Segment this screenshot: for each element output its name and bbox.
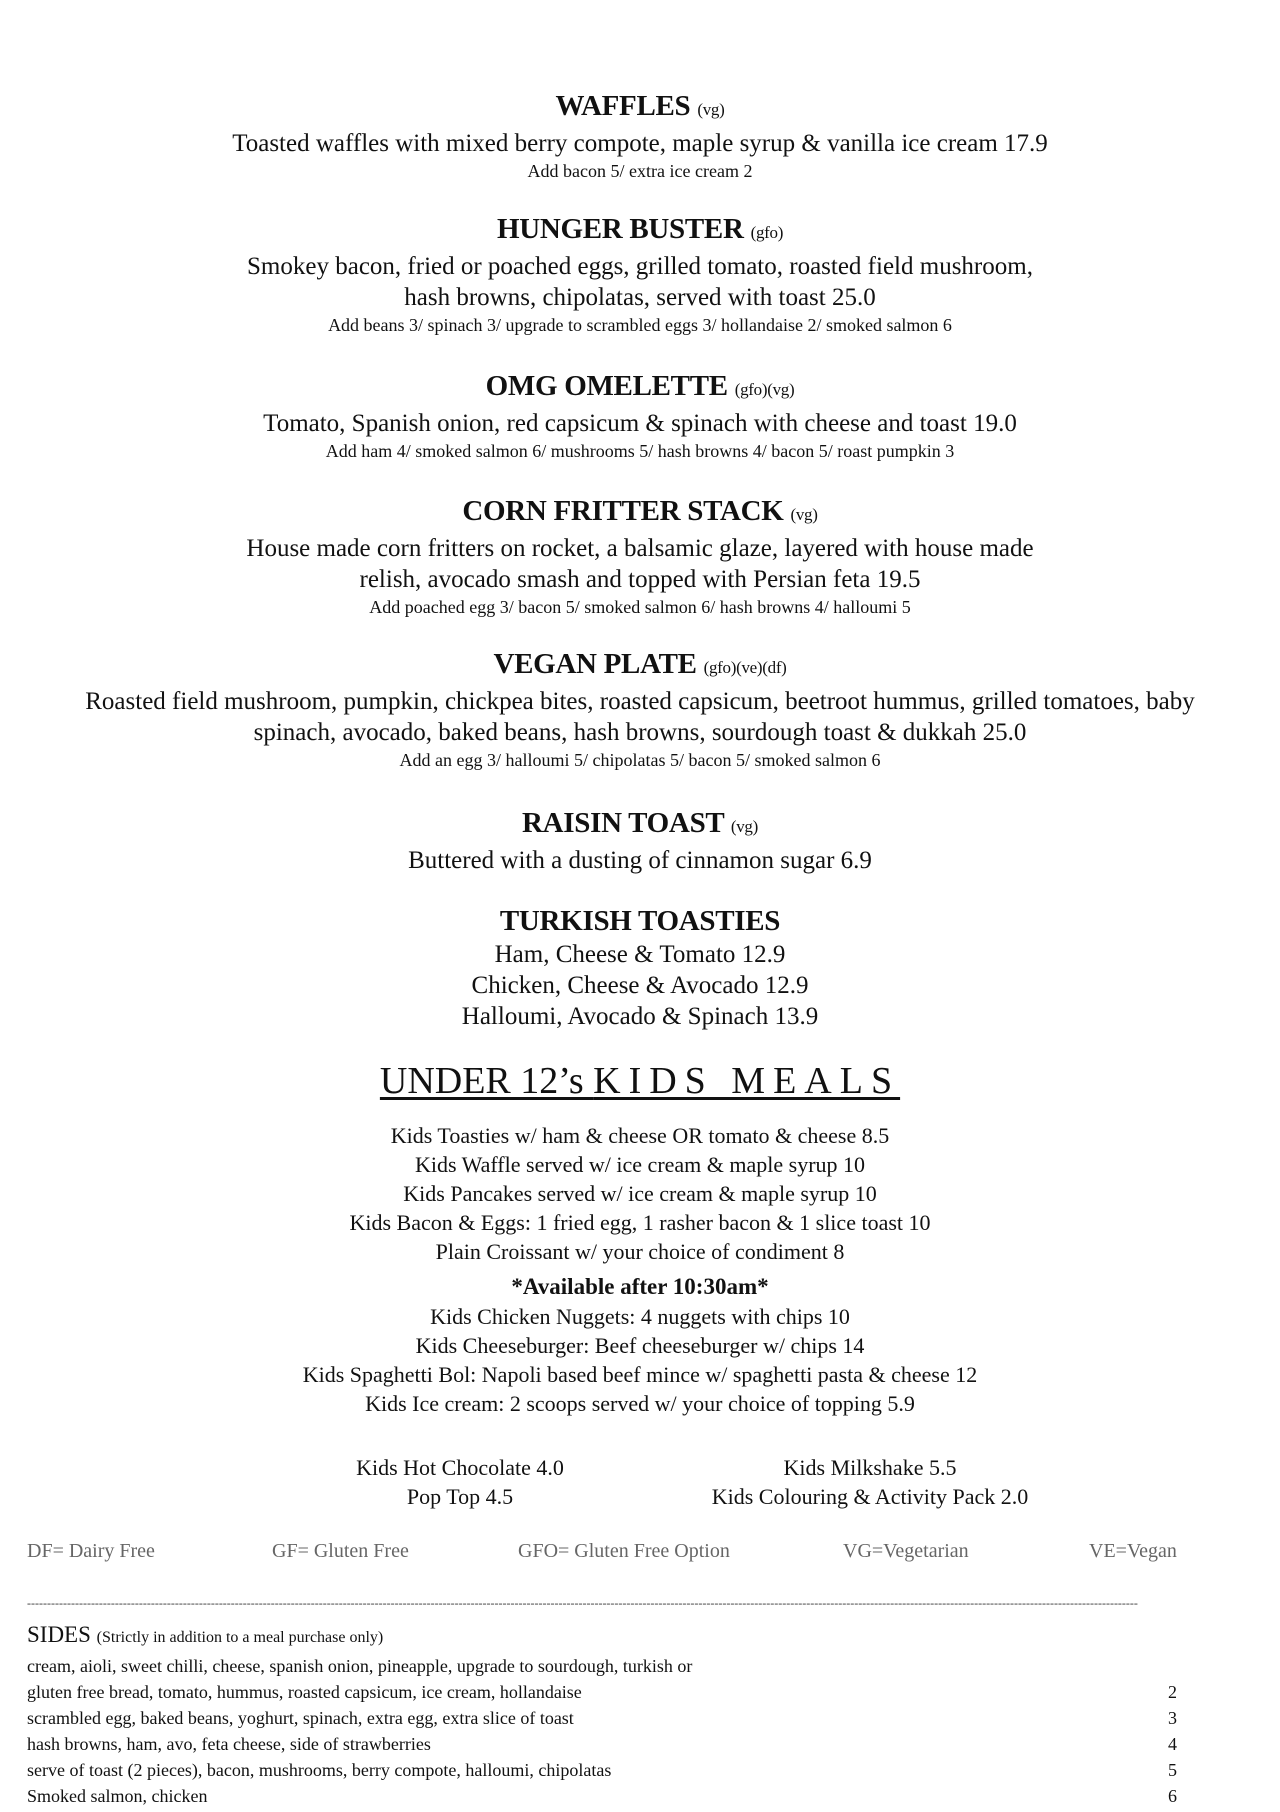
- kids-drink-item: Pop Top 4.5: [406, 1484, 514, 1509]
- item-description: House made corn fritters on rocket, a balsamic glaze, layered with house made: [246, 535, 1034, 562]
- item-addons: Add bacon 5/ extra ice cream 2: [527, 161, 753, 181]
- kids-drink-item: Kids Hot Chocolate 4.0: [356, 1455, 564, 1480]
- sides-row: gluten free bread, tomato, hummus, roasted capsicum, ice cream, hollandaise: [27, 1682, 582, 1702]
- item-title: RAISIN TOAST (vg): [522, 807, 758, 839]
- item-title: OMG OMELETTE (gfo)(vg): [485, 370, 795, 402]
- sides-heading: SIDES (Strictly in addition to a meal purchase only): [27, 1622, 384, 1647]
- sides-price: 4: [1168, 1734, 1177, 1754]
- legend-vegan: VE=Vegan: [1089, 1540, 1177, 1562]
- kids-menu-item: Kids Spaghetti Bol: Napoli based beef mince w/ spaghetti pasta & cheese 12: [302, 1362, 978, 1387]
- menu-item-hunger-buster: [0, 211, 1280, 337]
- item-addons: Add ham 4/ smoked salmon 6/ mushrooms 5/ hash browns 4/ bacon 5/ roast pumpkin 3: [325, 441, 955, 461]
- menu-item-waffles: [0, 88, 1280, 183]
- kids-drink-item: Kids Colouring & Activity Pack 2.0: [711, 1484, 1029, 1509]
- item-description: spinach, avocado, baked beans, hash browns, sourdough toast & dukkah 25.0: [253, 719, 1027, 746]
- legend-dairy-free: DF= Dairy Free: [27, 1540, 155, 1562]
- menu-item-turkish-toasties: [0, 903, 1280, 1032]
- sides-row: serve of toast (2 pieces), bacon, mushrooms, berry compote, halloumi, chipolatas: [27, 1760, 612, 1780]
- kids-drinks-right: [660, 1453, 1080, 1511]
- menu-item-raisin-toast: [0, 805, 1280, 876]
- item-description: hash browns, chipolatas, served with toast 25.0: [404, 284, 876, 311]
- kids-menu-item: Plain Croissant w/ your choice of condiment 8: [435, 1239, 845, 1264]
- kids-menu-item: Kids Waffle served w/ ice cream & maple syrup 10: [414, 1152, 866, 1177]
- item-addons: Add poached egg 3/ bacon 5/ smoked salmon 6/ hash browns 4/ halloumi 5: [369, 597, 911, 617]
- item-title: CORN FRITTER STACK (vg): [462, 495, 818, 527]
- menu-item-vegan-plate: [0, 646, 1280, 772]
- sides-row: scrambled egg, baked beans, yoghurt, spinach, extra egg, extra slice of toast: [27, 1708, 574, 1728]
- item-title: HUNGER BUSTER (gfo): [496, 213, 784, 245]
- kids-menu-list: [0, 1121, 1280, 1418]
- kids-menu-item: Kids Ice cream: 2 scoops served w/ your choice of topping 5.9: [365, 1391, 915, 1416]
- legend-vegetarian: VG=Vegetarian: [843, 1540, 969, 1562]
- item-description: Toasted waffles with mixed berry compote, maple syrup & vanilla ice cream 17.9: [232, 130, 1048, 157]
- legend-gluten-free-option: GFO= Gluten Free Option: [518, 1540, 730, 1562]
- kids-meals-heading: UNDER 12’s KIDS MEALS: [379, 1060, 901, 1102]
- kids-menu-item: Kids Cheeseburger: Beef cheeseburger w/ chips 14: [415, 1333, 865, 1358]
- item-description: Chicken, Cheese & Avocado 12.9: [471, 972, 809, 999]
- item-description: Tomato, Spanish onion, red capsicum & spinach with cheese and toast 19.0: [263, 410, 1017, 437]
- sides-row: hash browns, ham, avo, feta cheese, side of strawberries: [27, 1734, 431, 1754]
- kids-drinks-left: [300, 1453, 620, 1511]
- sides-row: cream, aioli, sweet chilli, cheese, spanish onion, pineapple, upgrade to sourdough, turkish or: [27, 1656, 693, 1676]
- kids-menu-item: Kids Toasties w/ ham & cheese OR tomato & cheese 8.5: [390, 1123, 890, 1148]
- sides-row: Smoked salmon, chicken: [27, 1786, 208, 1806]
- sides-price: 2: [1168, 1682, 1177, 1702]
- menu-item-omg-omelette: [0, 368, 1280, 463]
- dashed-divider: --------------------------------------------------------------------------------------------------------------------------------------------------------------------------------------------------------------------------------------------------------------------------------------: [27, 1596, 1138, 1610]
- kids-menu-item: Kids Pancakes served w/ ice cream & maple syrup 10: [403, 1181, 877, 1206]
- kids-menu-item: Kids Chicken Nuggets: 4 nuggets with chips 10: [430, 1304, 850, 1329]
- item-title: WAFFLES (vg): [555, 90, 725, 122]
- item-title: TURKISH TOASTIES: [499, 905, 781, 937]
- item-addons: Add beans 3/ spinach 3/ upgrade to scrambled eggs 3/ hollandaise 2/ smoked salmon 6: [328, 315, 952, 335]
- menu-item-corn-fritter-stack: [0, 493, 1280, 619]
- item-description: Halloumi, Avocado & Spinach 13.9: [461, 1003, 819, 1030]
- legend-gluten-free: GF= Gluten Free: [272, 1540, 409, 1562]
- sides-price: 5: [1168, 1760, 1177, 1780]
- item-title: VEGAN PLATE (gfo)(ve)(df): [493, 648, 787, 680]
- available-after-label: *Available after 10:30am*: [511, 1274, 769, 1299]
- kids-menu-item: Kids Bacon & Eggs: 1 fried egg, 1 rasher bacon & 1 slice toast 10: [349, 1210, 931, 1235]
- item-description: Ham, Cheese & Tomato 12.9: [494, 941, 786, 968]
- item-description: Buttered with a dusting of cinnamon sugar 6.9: [408, 847, 872, 874]
- item-description: Smokey bacon, fried or poached eggs, grilled tomato, roasted field mushroom,: [247, 253, 1033, 280]
- sides-price: 3: [1168, 1708, 1177, 1728]
- item-description: relish, avocado smash and topped with Persian feta 19.5: [359, 566, 921, 593]
- sides-price: 6: [1168, 1786, 1177, 1806]
- item-addons: Add an egg 3/ halloumi 5/ chipolatas 5/ bacon 5/ smoked salmon 6: [399, 750, 881, 770]
- kids-drink-item: Kids Milkshake 5.5: [783, 1455, 957, 1480]
- item-description: Roasted field mushroom, pumpkin, chickpea bites, roasted capsicum, beetroot hummus, grilled tomatoes, baby: [85, 688, 1195, 715]
